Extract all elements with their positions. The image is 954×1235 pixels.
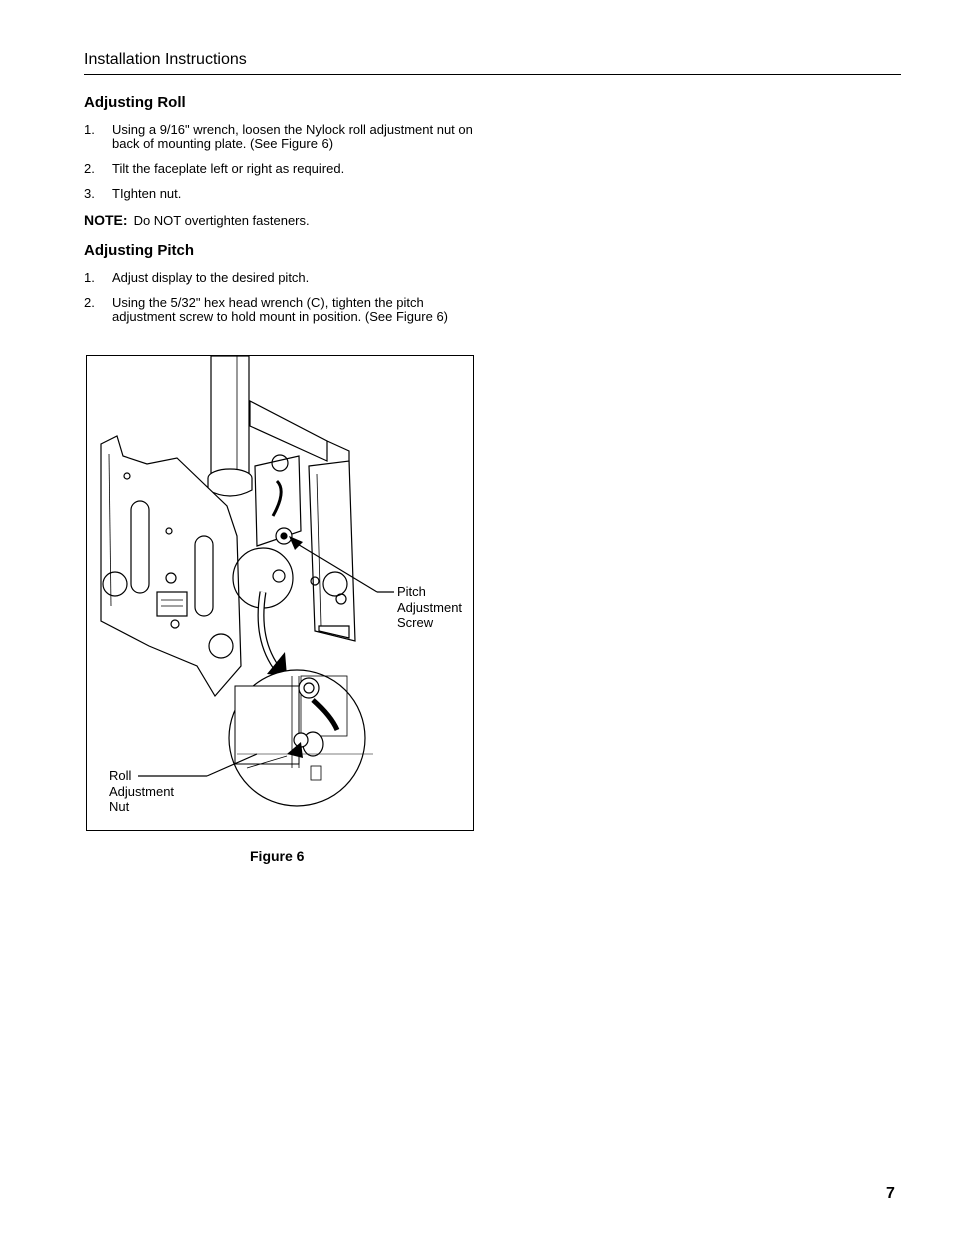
- pitch-adjustment-screw-callout: [397, 584, 462, 631]
- note-label: NOTE:: [84, 212, 128, 228]
- figure-6-frame: [86, 355, 474, 831]
- pitch-arrowhead: [289, 536, 303, 550]
- note: [84, 212, 310, 228]
- note-text: Do NOT overtighten fasteners.: [133, 213, 310, 228]
- step-number: 3.: [84, 186, 95, 201]
- heading-adjusting-pitch: Adjusting Pitch: [84, 242, 194, 259]
- step-text: Adjust display to the desired pitch.: [112, 270, 310, 285]
- figure-caption: Figure 6: [250, 848, 305, 864]
- roll-adjustment-nut-callout: [109, 768, 174, 815]
- callout-line: Adjustment: [109, 783, 175, 799]
- step-number: 2.: [84, 161, 95, 176]
- callout-line: Adjustment: [397, 599, 463, 615]
- heading-adjusting-roll: Adjusting Roll: [84, 94, 186, 111]
- callout-line: Screw: [397, 615, 434, 630]
- step-text: Using the 5/32" hex head wrench (C), tighten the pitch adjustment screw to hold mount in position. (See Figure 6): [112, 295, 449, 324]
- step-number: 1.: [84, 270, 95, 285]
- callout-line: Pitch: [397, 584, 426, 599]
- ceiling-pole: [211, 356, 249, 474]
- step-number: 2.: [84, 295, 95, 310]
- step-number: 1.: [84, 122, 95, 137]
- right-side-bracket: [309, 461, 355, 641]
- callout-line: Nut: [109, 799, 130, 814]
- back-frame-top: [250, 401, 327, 461]
- header-title: Installation Instructions: [84, 51, 247, 68]
- callout-line: Roll: [109, 768, 132, 783]
- page-number: 7: [886, 1185, 895, 1202]
- step-text: Using a 9/16" wrench, loosen the Nylock roll adjustment nut on back of mounting plate. (See Figure 6): [112, 122, 473, 151]
- step-text: Tilt the faceplate left or right as required.: [112, 161, 345, 176]
- header-rule: [84, 74, 901, 75]
- step-text: TIghten nut.: [112, 186, 182, 201]
